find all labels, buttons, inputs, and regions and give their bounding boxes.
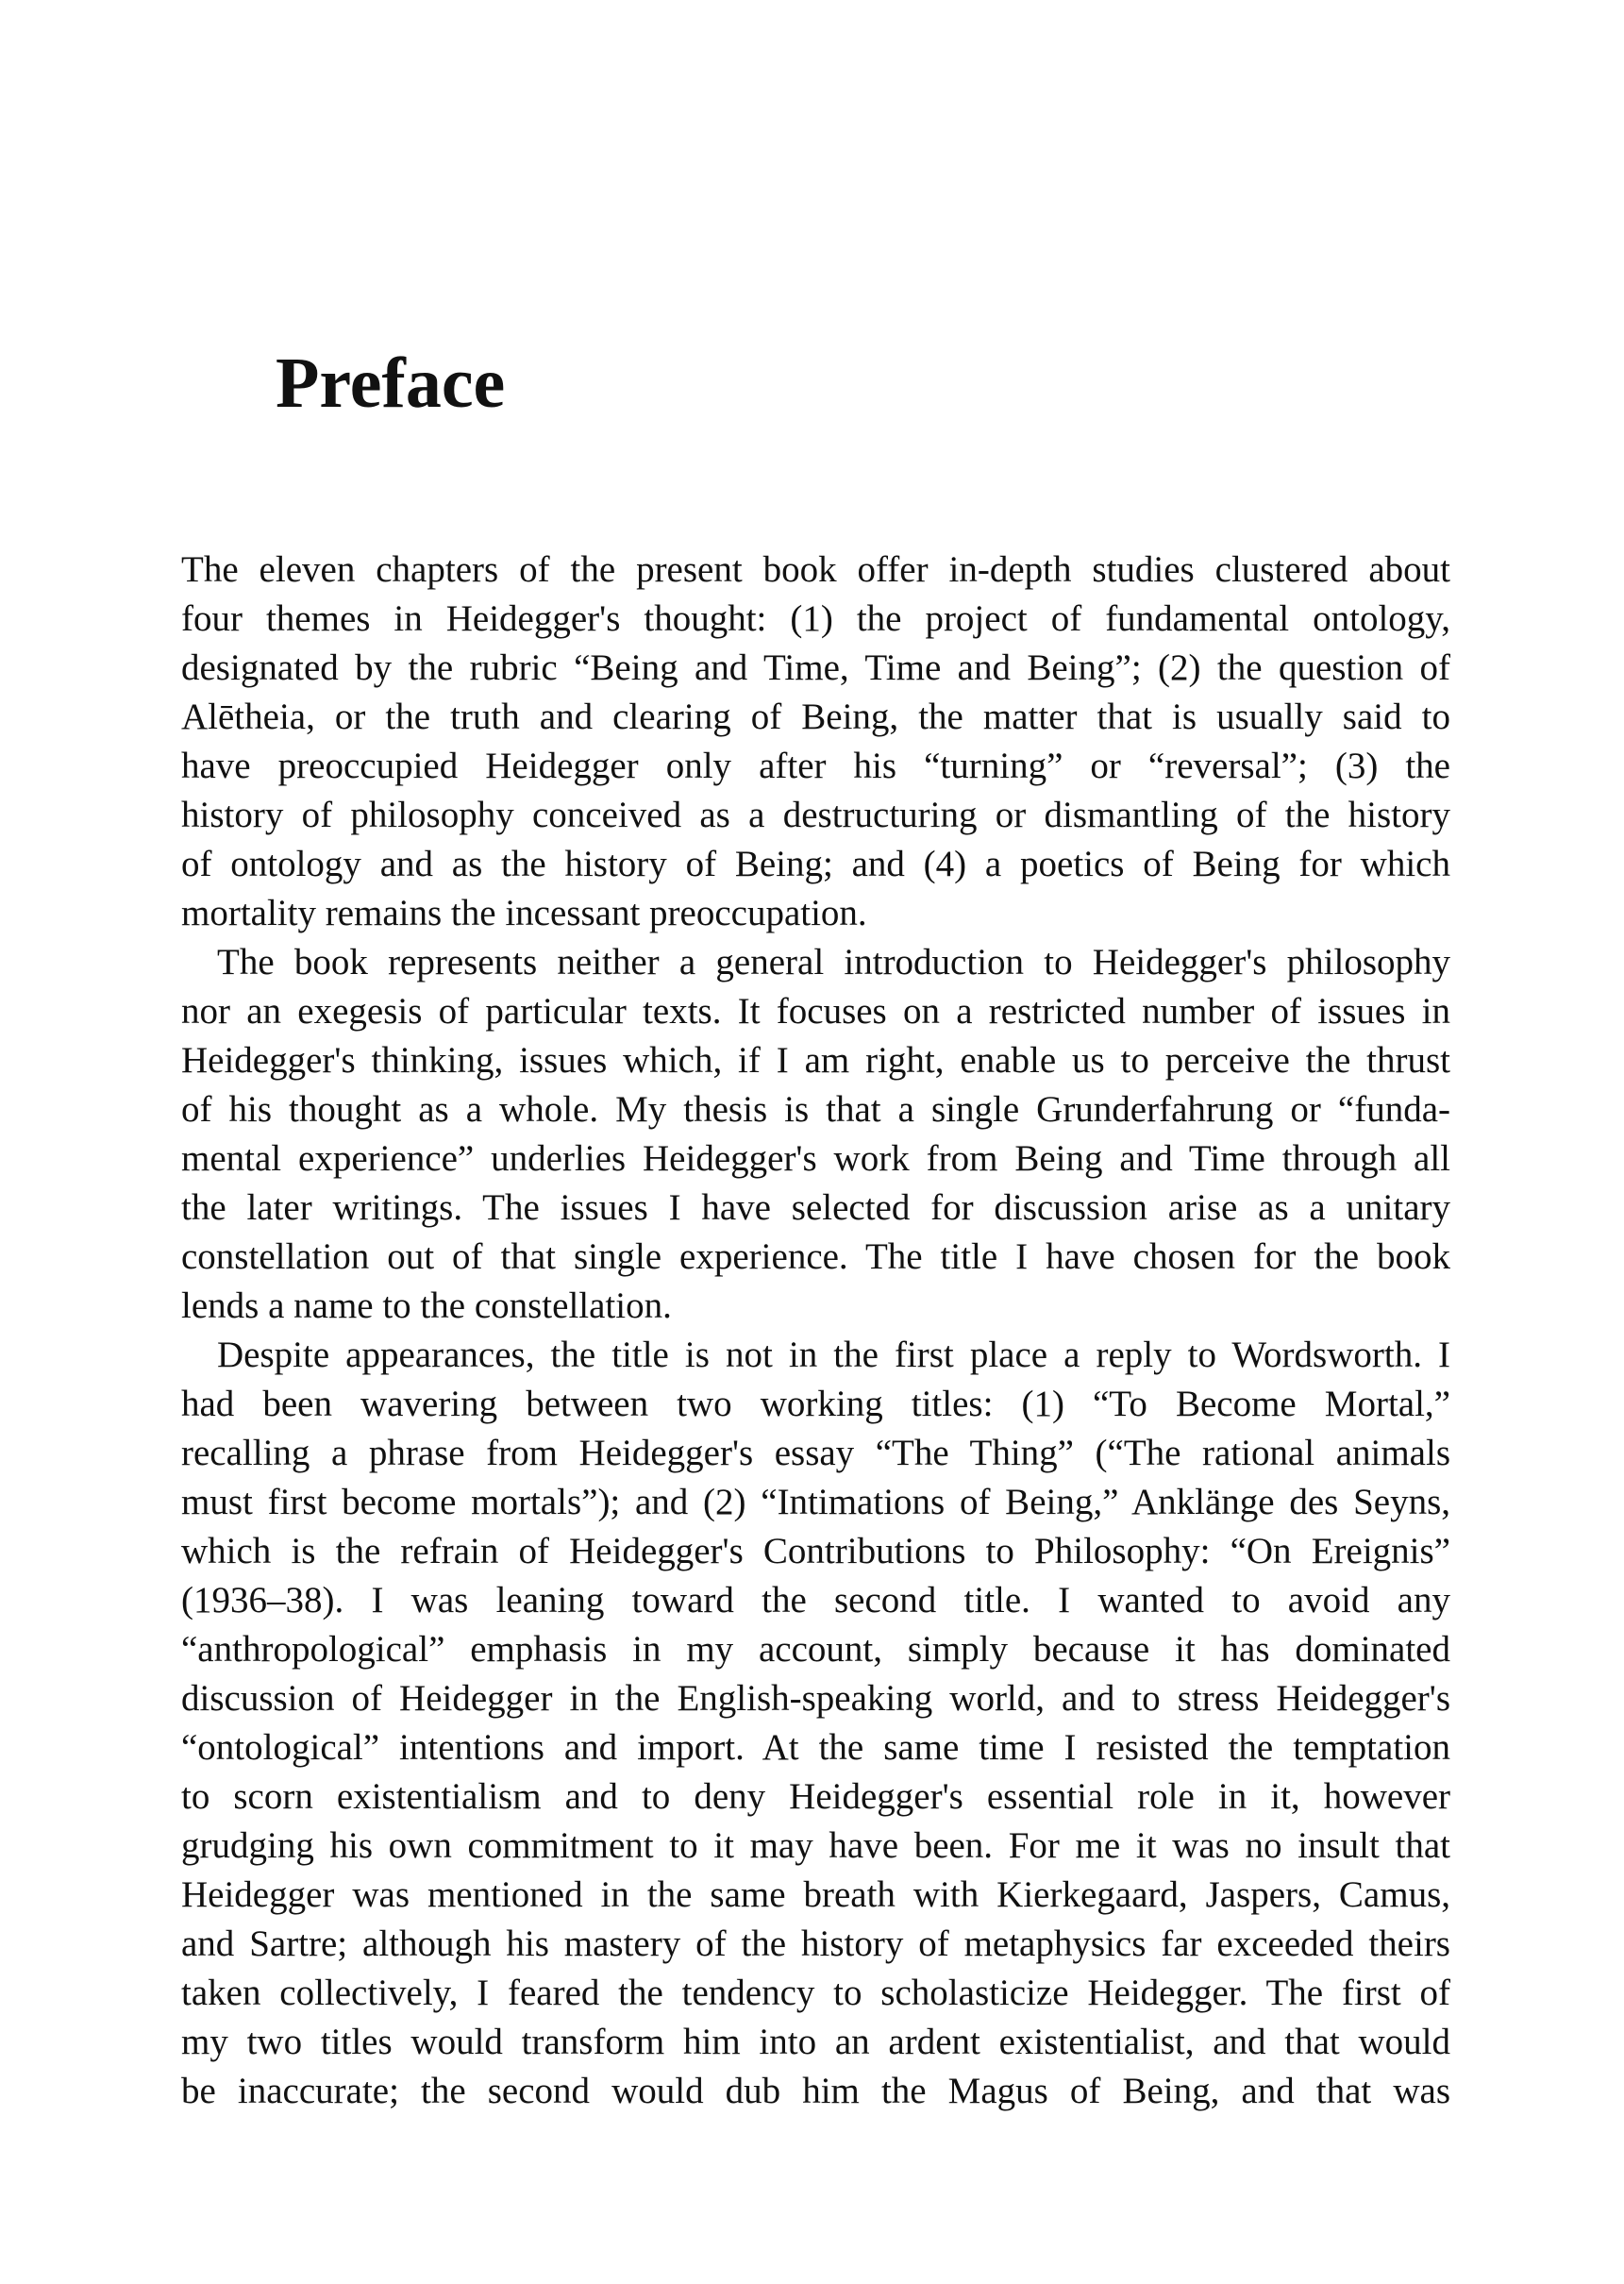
- text-line: which is the refrain of Heidegger's Contributions to Philosophy: “On Ereignis”: [181, 1531, 1450, 1571]
- text-line: of ontology and as the history of Being; and (4) a poetics of Being for which: [181, 844, 1450, 884]
- text-line: Heidegger's thinking, issues which, if I am right, enable us to perceive the thrust: [181, 1040, 1450, 1081]
- text-line: must first become mortals”); and (2) “Intimations of Being,” Anklänge des Seyns,: [181, 1482, 1450, 1522]
- text-line: The eleven chapters of the present book offer in-depth studies clustered about: [181, 549, 1450, 590]
- text-line: be inaccurate; the second would dub him the Magus of Being, and that was: [181, 2071, 1450, 2111]
- paragraph-1: [181, 546, 1450, 938]
- text-line: “ontological” intentions and import. At the same time I resisted the temptation: [181, 1727, 1450, 1768]
- chapter-title: Preface: [276, 344, 506, 423]
- text-line: lends a name to the constellation.: [181, 1285, 672, 1326]
- text-line: (1936–38). I was leaning toward the second title. I wanted to avoid any: [181, 1580, 1450, 1621]
- text-line: my two titles would transform him into an ardent existentialist, and that would: [181, 2022, 1450, 2062]
- paragraph-3: [181, 1331, 1450, 2116]
- text-line: of his thought as a whole. My thesis is that a single Grunderfahrung or “funda-: [181, 1089, 1450, 1130]
- text-line: grudging his own commitment to it may have been. For me it was no insult that: [181, 1825, 1450, 1866]
- text-line: constellation out of that single experience. The title I have chosen for the book: [181, 1236, 1450, 1277]
- text-line: designated by the rubric “Being and Time, Time and Being”; (2) the question of: [181, 647, 1450, 688]
- text-line: “anthropological” emphasis in my account, simply because it has dominated: [181, 1629, 1450, 1670]
- text-line: discussion of Heidegger in the English-speaking world, and to stress Heidegger's: [181, 1678, 1450, 1719]
- text-line: four themes in Heidegger's thought: (1) the project of fundamental ontology,: [181, 598, 1450, 639]
- text-line: to scorn existentialism and to deny Heidegger's essential role in it, however: [181, 1776, 1450, 1817]
- text-line: had been wavering between two working titles: (1) “To Become Mortal,”: [181, 1384, 1450, 1424]
- text-line: Despite appearances, the title is not in the first place a reply to Wordsworth. I: [217, 1335, 1450, 1375]
- text-line: The book represents neither a general introduction to Heidegger's philosophy: [217, 942, 1450, 982]
- text-line: recalling a phrase from Heidegger's essay “The Thing” (“The rational animals: [181, 1433, 1450, 1473]
- paragraph-2: [181, 938, 1450, 1331]
- text-line: history of philosophy conceived as a destructuring or dismantling of the history: [181, 795, 1450, 835]
- text-line: and Sartre; although his mastery of the history of metaphysics far exceeded theirs: [181, 1923, 1450, 1964]
- text-line: Heidegger was mentioned in the same breath with Kierkegaard, Jaspers, Camus,: [181, 1874, 1450, 1915]
- preface-body: [181, 546, 1450, 2116]
- text-line: nor an exegesis of particular texts. It focuses on a restricted number of issues in: [181, 991, 1450, 1032]
- text-line: mental experience” underlies Heidegger's work from Being and Time through all: [181, 1138, 1450, 1179]
- text-line: mortality remains the incessant preoccupation.: [181, 893, 867, 933]
- text-line: Alētheia, or the truth and clearing of Being, the matter that is usually said to: [181, 697, 1450, 737]
- text-line: the later writings. The issues I have selected for discussion arise as a unitary: [181, 1187, 1450, 1228]
- text-line: have preoccupied Heidegger only after his “turning” or “reversal”; (3) the: [181, 746, 1450, 786]
- text-line: taken collectively, I feared the tendency to scholasticize Heidegger. The first of: [181, 1973, 1450, 2013]
